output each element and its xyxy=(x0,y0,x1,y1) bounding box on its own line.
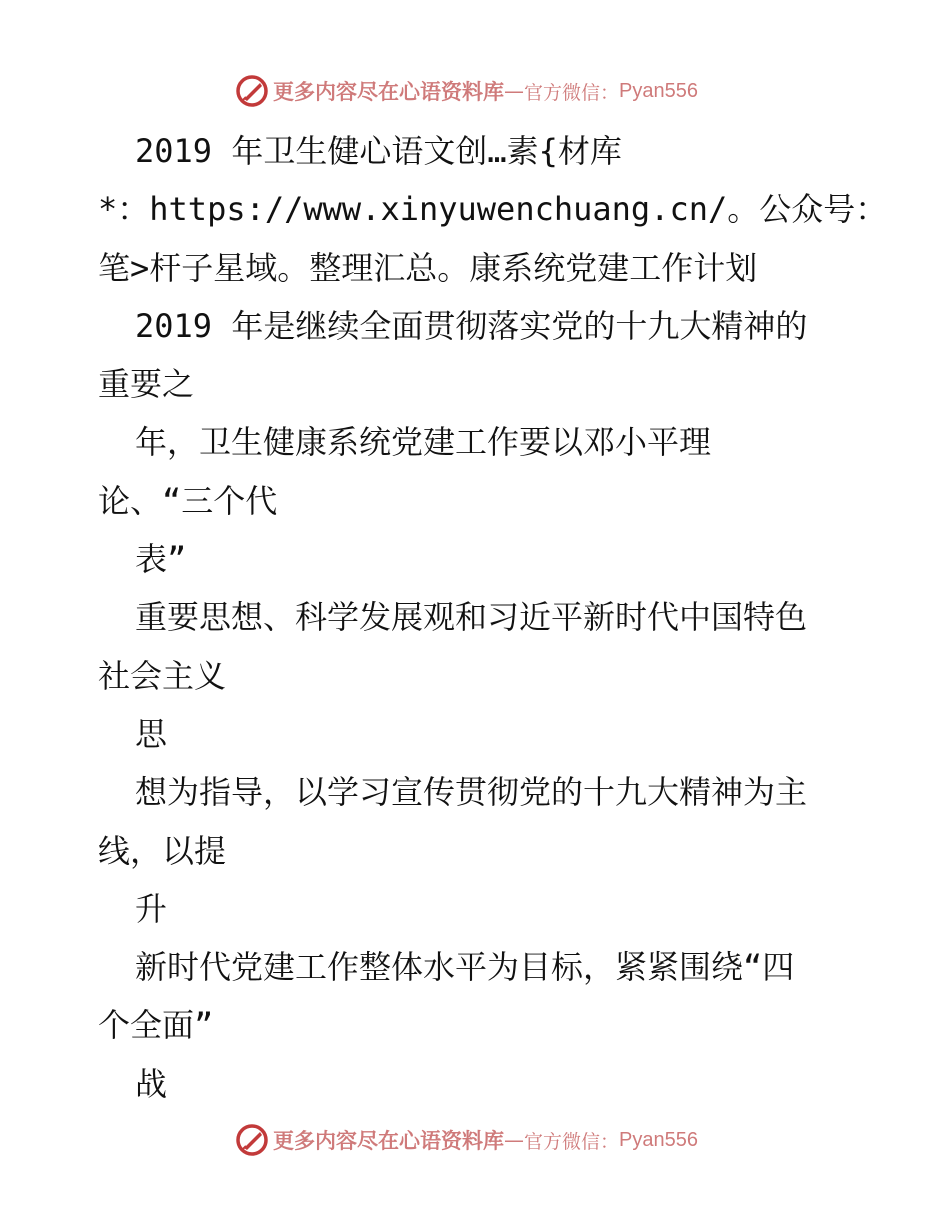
banner-dash: — xyxy=(504,1128,524,1152)
text-line: 重要之 xyxy=(98,365,195,404)
text-line: 年，卫生健康系统党建工作要以邓小平理 xyxy=(135,423,712,462)
text-line: 论、“三个代 xyxy=(98,481,278,520)
text-line: 2019 年卫生健心语文创…素{材库 xyxy=(135,132,622,170)
text-line: 社会主义 xyxy=(98,656,227,695)
text-line: 新时代党建工作整体水平为目标，紧紧围绕“四 xyxy=(135,948,795,987)
banner-wechat-id: Pyan556 xyxy=(619,79,698,102)
banner-dash: — xyxy=(504,79,524,103)
text-line: 个全面” xyxy=(98,1006,214,1045)
text-line: 战 xyxy=(135,1064,168,1103)
text-line: 2019 年是继续全面贯彻落实党的十九大精神的 xyxy=(135,306,808,345)
text-line: 表” xyxy=(135,540,187,579)
header-watermark-banner xyxy=(235,73,698,109)
text-line: 笔>杆子星域。整理汇总。康系统党建工作计划 xyxy=(98,248,758,287)
quill-seal-icon xyxy=(235,1123,269,1157)
footer-watermark-banner xyxy=(235,1122,698,1158)
banner-wechat-label: 官方微信： xyxy=(524,1130,620,1153)
text-line: 线，以提 xyxy=(98,831,227,870)
banner-wechat-label: 官方微信： xyxy=(524,81,620,104)
banner-title: 更多内容尽在心语资料库 xyxy=(273,79,504,104)
banner-wechat-id: Pyan556 xyxy=(619,1128,698,1151)
quill-seal-icon xyxy=(235,74,269,108)
text-line: 思 xyxy=(135,714,168,753)
text-line: 重要思想、科学发展观和习近平新时代中国特色 xyxy=(135,598,808,637)
banner-title: 更多内容尽在心语资料库 xyxy=(273,1128,504,1153)
text-line: *：https://www.xinyuwenchuang.cn/。公众号： xyxy=(98,190,888,229)
text-line: 想为指导，以学习宣传贯彻党的十九大精神为主 xyxy=(135,773,808,812)
document-body xyxy=(98,122,888,1113)
text-line: 升 xyxy=(135,889,168,928)
